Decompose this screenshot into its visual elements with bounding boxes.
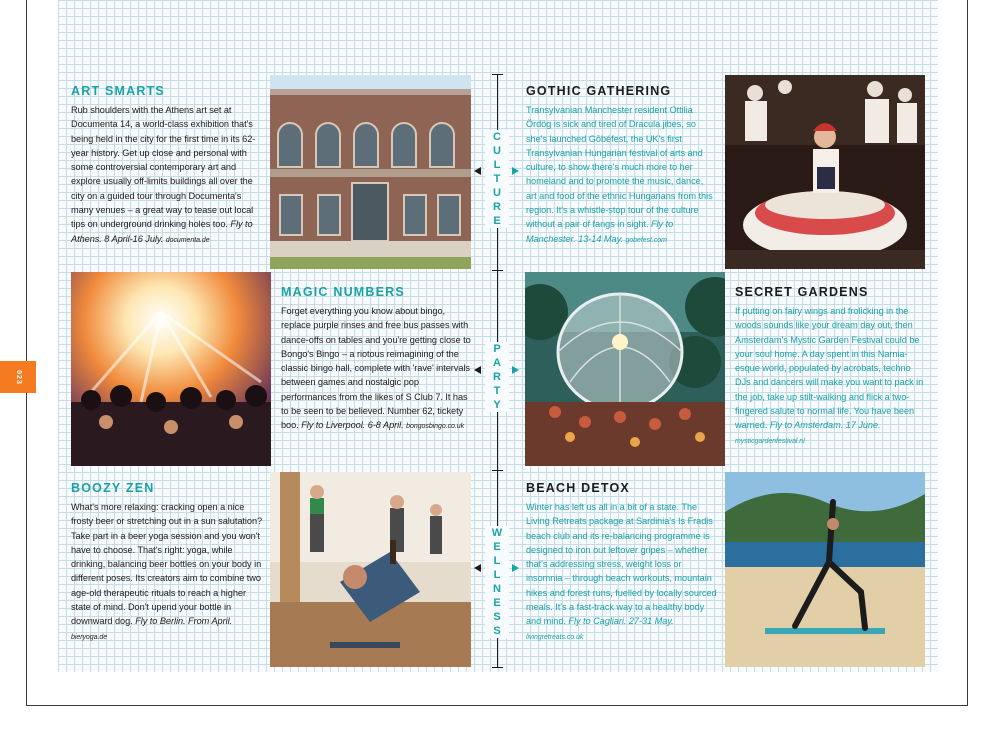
category-party-label [485, 342, 509, 412]
article-website: bongosbingo.co.uk [406, 423, 465, 431]
arrow-left-icon [474, 167, 481, 175]
article-body: Forget everything you know about bingo, replace purple rinses and free bus passes with dance-offs on tables and you're getting close to Bongo's Bingo – a riotous reimagining of the classic bingo hall, complete with 'rave' intervals between games and nostalgic pop performances from the likes of S Club 7. It has to be seen to be believed. Number 62, tickety boo. [281, 306, 471, 431]
article-website: livingretreats.co.uk [526, 633, 584, 641]
category-letter: L [493, 555, 501, 567]
article-credit: Fly to Cagliari. 27-31 May. [568, 616, 674, 627]
category-letter: E [493, 541, 501, 553]
category-letter: N [493, 583, 501, 595]
museum-building-image [270, 75, 471, 269]
page-number-tab [0, 361, 36, 393]
category-culture-label [485, 130, 509, 228]
category-letter: L [493, 159, 501, 171]
article-website: bieryoga.de [71, 633, 108, 641]
yoga-class-image [270, 472, 471, 667]
category-letter: E [493, 597, 501, 609]
category-letter: R [493, 371, 501, 383]
article-credit: Fly to Athens. 8 April-16 July. [71, 219, 253, 244]
article-boozy-zen [71, 481, 263, 645]
mystic-garden-photo [525, 272, 725, 466]
beach-yoga-photo [725, 472, 925, 667]
category-letter: U [493, 187, 501, 199]
article-secret-gardens [735, 285, 927, 449]
article-credit: Fly to Liverpool. 6-8 April. [301, 420, 404, 431]
concert-crowd-image [71, 272, 271, 466]
article-body: What's more relaxing: cracking open a nice frosty beer or stretching out in a sun salutation? Take part in a beer yoga session and you won't have to choose. That's right: yoga, while drinking, balancing beer bottles on your body in different poses. Its creators aim to combine two age-old therapeutic rituals to reach a higher state of mind. Don't upend your bottle in downward dog. [71, 502, 263, 627]
page-number: 023 [14, 369, 22, 385]
article-website: mysticgardenfestival.nl [735, 437, 805, 445]
article-body: Rub shoulders with the Athens art set at Documenta 14, a world-class exhibition that's being held in the city for the first time in its 62-year history. Get up close and personal with some controversial contemporary art and explore usually off-limits buildings all over the city on a guided tour through Documenta's many venues – a great way to tease out local tips on underground drinking holes too. [71, 105, 256, 230]
article-credit: Fly to Amsterdam. 17 June. [769, 420, 881, 431]
arrow-left-icon [474, 564, 481, 572]
category-letter: T [493, 173, 501, 185]
category-letter: C [493, 131, 501, 143]
article-credit: Fly to Manchester. 13-14 May. [526, 219, 674, 244]
arrow-right-icon [512, 564, 519, 572]
divider-tick [492, 470, 503, 471]
divider-tick [492, 270, 503, 271]
category-letter: T [493, 385, 501, 397]
article-body: If putting on fairy wings and frolicking in the woods sounds like your dream day out, then Amsterdam's Mystic Garden Festival could be your soul home. A day spent in this Narnia-esque world, populated by acrobats, techno DJs and dancers will make you want to pack in the job, take up stilt-walking and flick a two-fingered salute to normal life. You have been warned. [735, 306, 924, 431]
category-letter: S [493, 611, 501, 623]
category-letter: P [493, 343, 501, 355]
arrow-right-icon [512, 366, 519, 374]
arrow-left-icon [474, 366, 481, 374]
article-website: gobefest.com [625, 236, 667, 244]
article-gothic-gathering [526, 84, 716, 248]
category-letter: E [493, 215, 501, 227]
category-letter: L [493, 569, 501, 581]
garden-stage-image [525, 272, 725, 466]
article-title: ART SMARTS [71, 84, 165, 98]
folk-dance-photo [725, 75, 925, 269]
category-letter: S [493, 625, 501, 637]
article-title: GOTHIC GATHERING [526, 84, 672, 98]
divider-tick [492, 74, 503, 75]
category-letter: U [493, 145, 501, 157]
article-body: Winter has left us all in a bit of a state. The Living Retreats package at Sardinia's Is Fradis beach club and its re-balancing programme is designed to iron out leftover gripes – whether that's addressing stress, weight loss or insomnia – through beach workouts, mountain hikes and forest runs, fuelled by locally sourced meals. It's a fast-track way to a healthy body and mind. [526, 502, 717, 627]
article-title: BOOZY ZEN [71, 481, 155, 495]
article-website: documenta.de [165, 236, 210, 244]
beer-yoga-photo [270, 472, 471, 667]
category-letter: R [493, 201, 501, 213]
beach-pose-image [725, 472, 925, 667]
arrow-right-icon [512, 167, 519, 175]
category-letter: A [493, 357, 501, 369]
article-title: BEACH DETOX [526, 481, 630, 495]
category-letter: Y [493, 399, 501, 411]
museum-photo [270, 75, 471, 269]
article-credit: Fly to Berlin. From April. [135, 616, 233, 627]
bingo-party-photo [71, 272, 271, 466]
category-letter: W [491, 527, 503, 539]
article-beach-detox [526, 481, 718, 645]
category-wellness-label [485, 526, 509, 638]
divider-tick [492, 667, 503, 668]
article-title: SECRET GARDENS [735, 285, 869, 299]
article-magic-numbers [281, 285, 471, 435]
article-title: MAGIC NUMBERS [281, 285, 405, 299]
folk-dancer-image [725, 75, 925, 269]
article-art-smarts [71, 84, 261, 248]
article-body: Transylvanian Manchester resident Ottilia Ördög is sick and tired of Dracula jibes, so she's launched Gōbéfest, the UK's first Transylvanian Hungarian festival of arts and culture, to show there's much more to her homeland and to promote the music, dance, art and food of the ethnic Hungarians from this region. It's a whistle-stop tour of the culture without a pair of fangs in sight. [526, 105, 713, 230]
